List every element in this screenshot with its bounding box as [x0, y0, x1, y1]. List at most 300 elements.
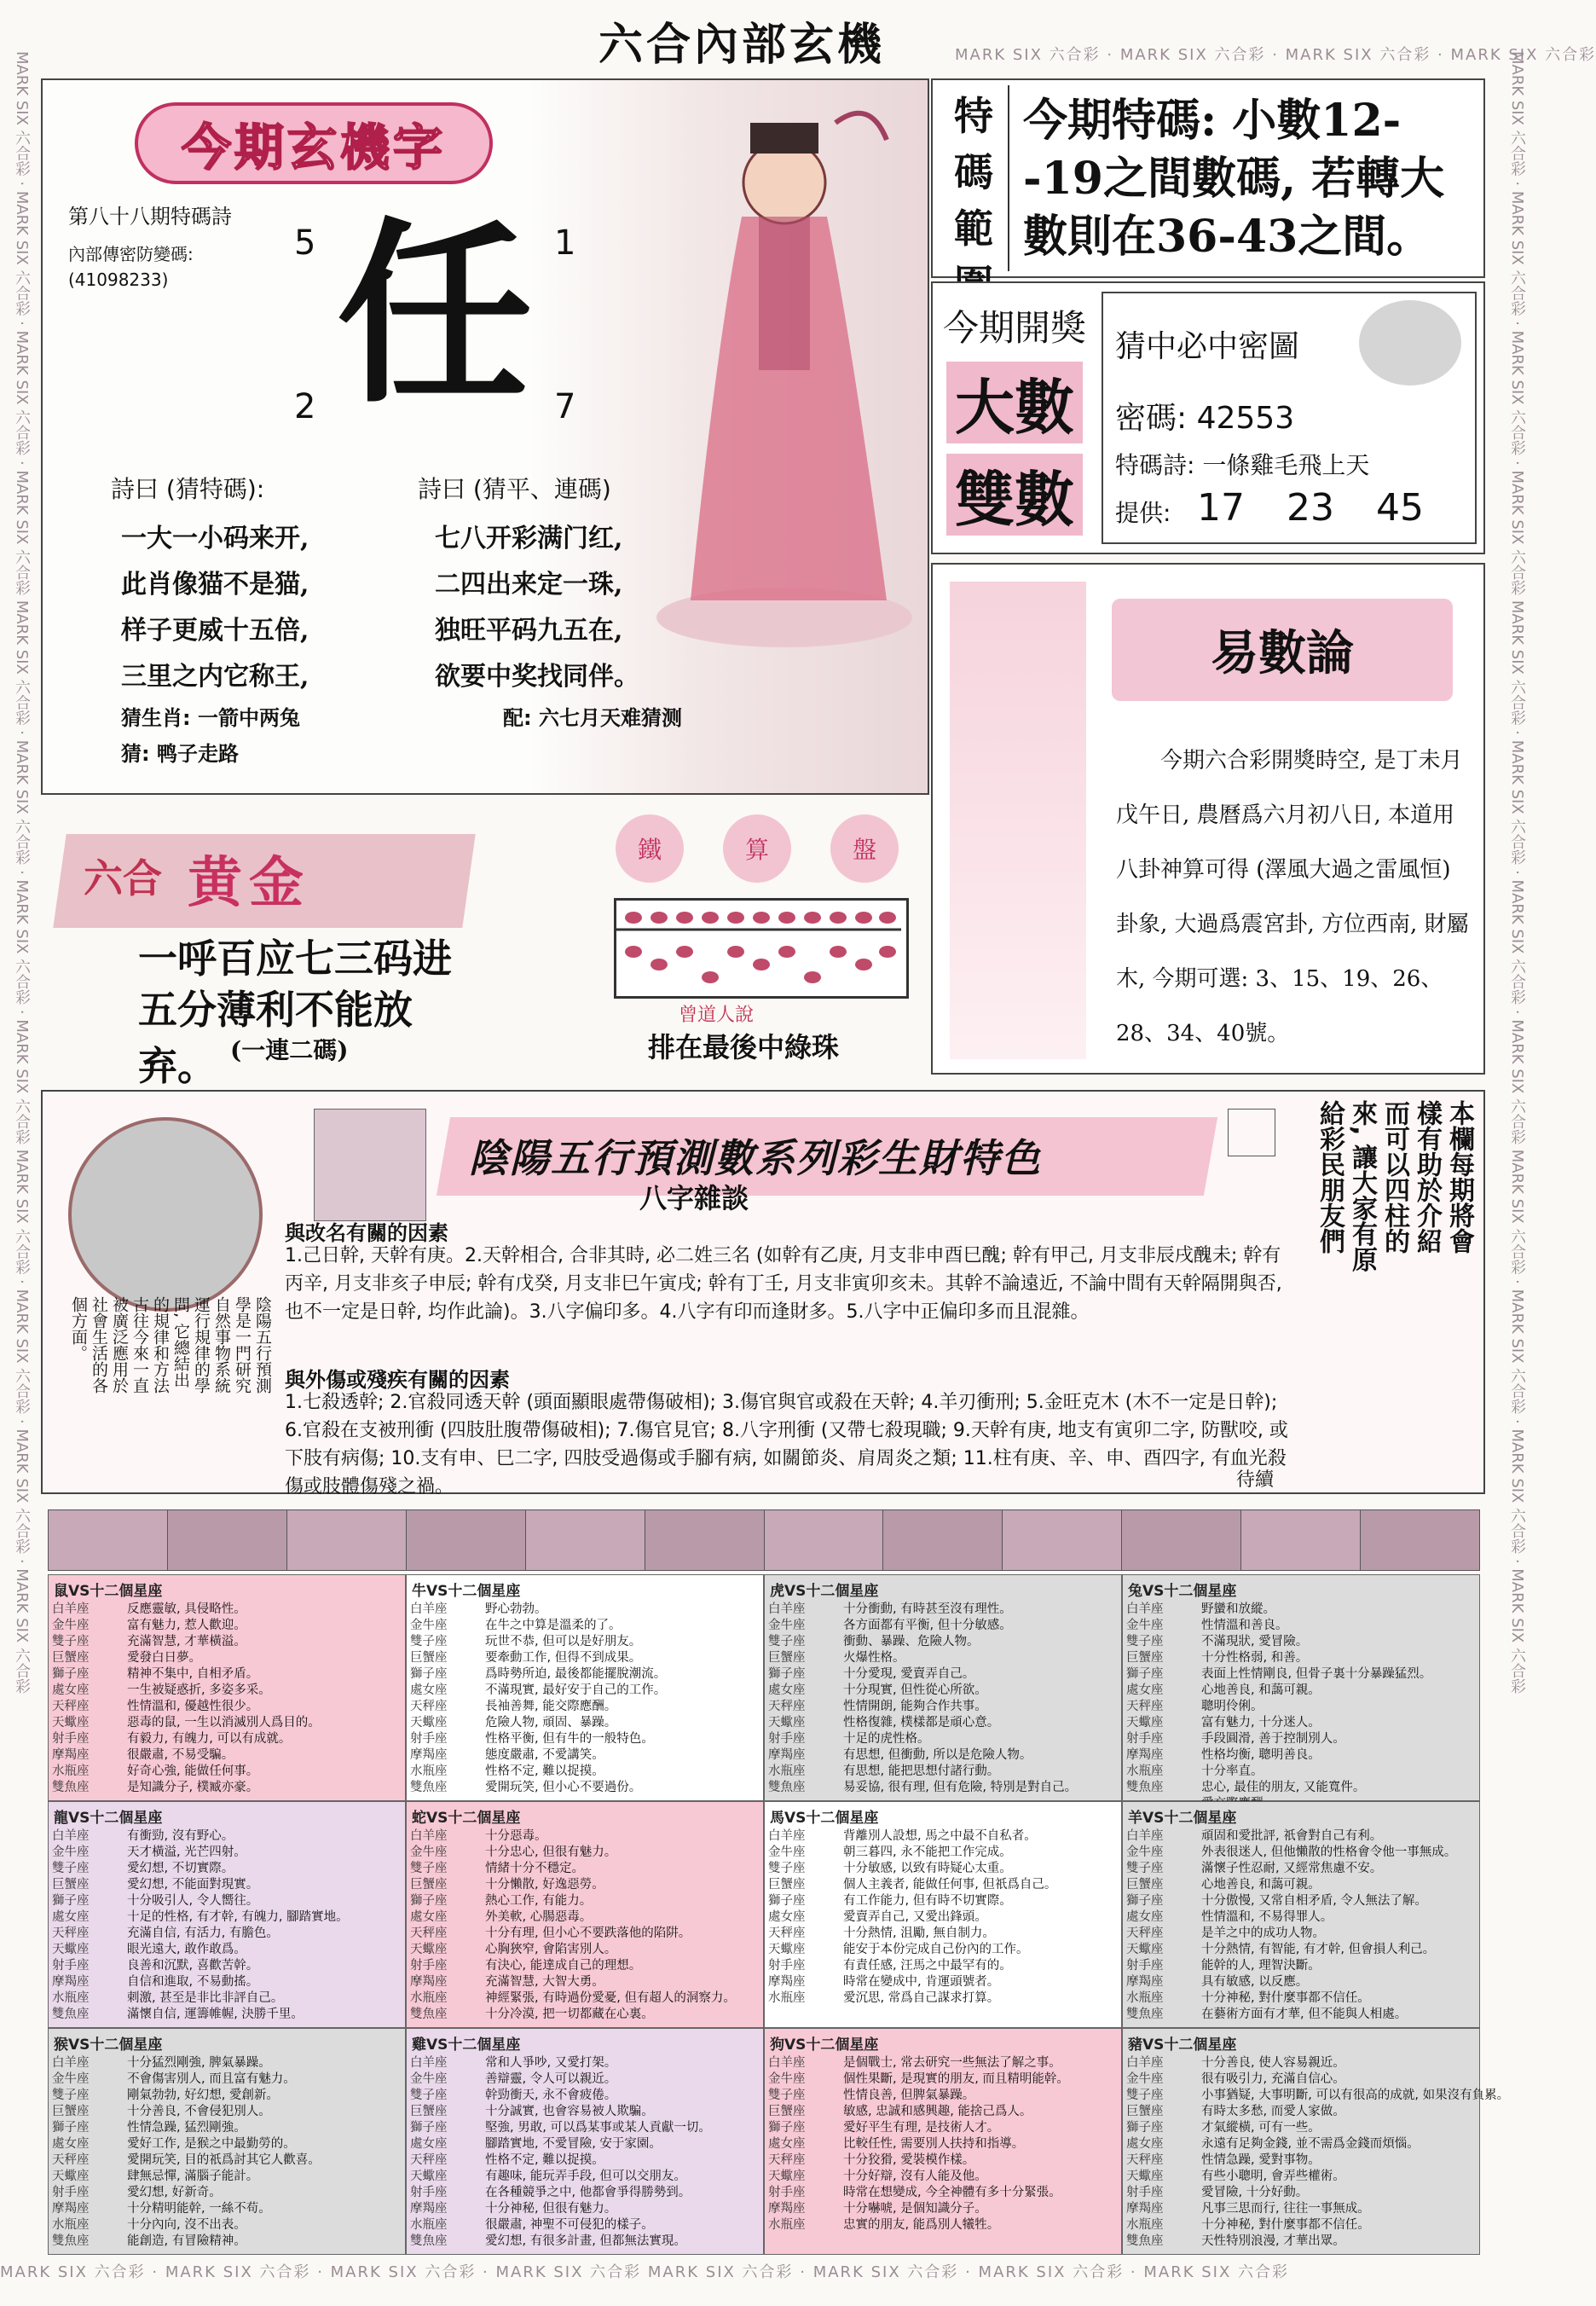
zodiac-sign-label: 處女座 [1126, 2137, 1164, 2151]
zodiac-cell [1122, 1801, 1480, 2028]
zodiac-line-text: 十分熱情, 有智能, 有才幹, 但會損人利己。 [1201, 1943, 1436, 1956]
zodiac-line-text: 愛幻想, 好新奇。 [127, 2186, 222, 2199]
zodiac-grid [48, 1574, 1510, 2257]
zodiac-sign-label: 雙魚座 [410, 1781, 448, 1794]
zodiac-sign-label: 天蠍座 [410, 2170, 448, 2183]
zodiac-line [1123, 1958, 1479, 1974]
zodiac-line [1123, 1974, 1479, 1990]
zodiac-line [49, 1909, 405, 1926]
zodiac-line-text: 頑固和愛批評, 祇會對自己有利。 [1201, 1829, 1383, 1843]
zodiac-cell-title: 雞VS十二個星座 [412, 2037, 521, 2054]
zodiac-line [1123, 1666, 1479, 1683]
zodiac-sign-label: 射手座 [1126, 2186, 1164, 2199]
zodiac-line [407, 1861, 763, 1877]
zodiac-line [1123, 1893, 1479, 1909]
zodiac-sign-label: 射手座 [52, 2186, 90, 2199]
zodiac-line [1123, 1634, 1479, 1650]
zodiac-line-text: 危險人物, 頑固、暴躁。 [485, 1716, 617, 1730]
golden-badge-a: 六合 [84, 855, 162, 901]
zodiac-line [1123, 1845, 1479, 1861]
zodiac-line [1123, 1731, 1479, 1747]
mystery-char-panel [41, 78, 929, 795]
bazi-left-col: 古往今來一直 [130, 1296, 149, 1393]
zodiac-sign-label: 水瓶座 [410, 1991, 448, 2005]
zodiac-sign-label: 金牛座 [1126, 2072, 1164, 2086]
special-range-text: 今期特碼: 小數12--19之間數碼, 若轉大數則在36-43之間。 [1023, 95, 1445, 263]
zodiac-sign-label: 雙子座 [1126, 1862, 1164, 1875]
zodiac-line [765, 1893, 1121, 1909]
zodiac-sign-label: 雙子座 [410, 2089, 448, 2102]
page-title: 六合內部玄機 [598, 19, 885, 71]
zodiac-line [765, 2104, 1121, 2120]
zodiac-line-text: 爲時勢所迫, 最後都能擺脫潮流。 [485, 1667, 667, 1681]
zodiac-sign-label: 射手座 [410, 1732, 448, 1746]
zodiac-line [49, 1764, 405, 1780]
zodiac-sign-label: 雙子座 [768, 2089, 806, 2102]
code-value: 42553 [1196, 401, 1295, 436]
zodiac-line [407, 1666, 763, 1683]
zodiac-cell [764, 1801, 1122, 2028]
zodiac-sign-label: 處女座 [410, 2137, 448, 2151]
zodiac-line [1123, 1861, 1479, 1877]
zodiac-sign-label: 射手座 [768, 1732, 806, 1746]
right-border-strip [1502, 51, 1528, 2251]
zodiac-sign-label: 雙魚座 [410, 2008, 448, 2021]
provided-number: 23 [1287, 486, 1334, 530]
zodiac-line-text: 十足的虎性格。 [843, 1732, 930, 1746]
zodiac-line-text: 愛幻想, 不能面對現實。 [127, 1878, 259, 1892]
mystery-big-character: 任 [337, 200, 534, 430]
zodiac-line-text: 長袖善舞, 能交際應酬。 [485, 1700, 617, 1713]
zodiac-line [765, 1683, 1121, 1699]
zodiac-line-text: 十分善良, 不會侵犯別人。 [127, 2105, 271, 2118]
zodiac-sign-label: 雙子座 [410, 1635, 448, 1648]
zodiac-sign-label: 雙子座 [52, 2089, 90, 2102]
zodiac-line-text: 天性特別浪漫, 才華出眾。 [1201, 2234, 1345, 2248]
left-border-strip [7, 51, 32, 2251]
zodiac-line-text: 態度嚴肅, 不愛講笑。 [485, 1748, 604, 1762]
zodiac-sign-label: 白羊座 [52, 2056, 90, 2070]
zodiac-line-text: 凡事三思而行, 往往一事無成。 [1201, 2202, 1370, 2216]
zodiac-line [1123, 1683, 1479, 1699]
zodiac-line-text: 性格平衡, 但有牛的一般特色。 [485, 1732, 654, 1746]
zodiac-sign-label: 天秤座 [1126, 2153, 1164, 2167]
zodiac-line-text: 很嚴肅, 神聖不可侵犯的樣子。 [485, 2218, 654, 2232]
zodiac-line-text: 性格不定, 難以捉摸。 [485, 2153, 604, 2167]
zodiac-sign-label: 雙魚座 [1126, 2008, 1164, 2021]
zodiac-line-text: 愛好工作, 是猴之中最勤勞的。 [127, 2137, 296, 2151]
zodiac-line [407, 1780, 763, 1796]
zodiac-line-text: 善辯靈, 令人可以親近。 [485, 2072, 617, 2086]
zodiac-line-text: 時常在變成中, 肯運頭號者。 [843, 1975, 1000, 1989]
bazi-left-col: 的規律和方法 [151, 1296, 170, 1393]
zodiac-line [407, 1942, 763, 1958]
zodiac-line [765, 2071, 1121, 2088]
zodiac-line [407, 1893, 763, 1909]
zodiac-line-text: 眼光遠大, 敢作敢爲。 [127, 1943, 246, 1956]
zodiac-line-text: 在藝術方面有才華, 但不能與人相處。 [1201, 2008, 1408, 2021]
zodiac-sign-label: 雙魚座 [52, 2234, 90, 2248]
deity-figure-image [639, 89, 921, 652]
golden-line3: (一連二碼) [230, 1036, 349, 1064]
poem-right-line: 欲要中奖找同伴。 [435, 662, 639, 692]
zodiac-line [49, 1974, 405, 1990]
zodiac-sign-label: 射手座 [1126, 1959, 1164, 1973]
zodiac-line-text: 外表很迷人, 但他懶散的性格會令他一事無成。 [1201, 1845, 1457, 1859]
secret-image-title: 猜中必中密圖 [1115, 329, 1300, 364]
secret-image-icon [1359, 300, 1461, 385]
zodiac-line-text: 良善和沉默, 喜歡苦幹。 [127, 1959, 259, 1973]
zodiac-sign-label: 摩羯座 [52, 2202, 90, 2216]
bottom-border-strip [0, 2260, 1535, 2286]
zodiac-line-text: 十分性格弱, 和善。 [1201, 1651, 1309, 1665]
abacus-panel [597, 806, 921, 1070]
zodiac-sign-label: 水瓶座 [52, 2218, 90, 2232]
zodiac-line [407, 1845, 763, 1861]
zodiac-line-text: 有毅力, 有魄力, 可以有成就。 [127, 1732, 292, 1746]
zodiac-line-text: 忠心, 最佳的朋友, 又能寬件。 [1201, 1781, 1366, 1794]
zodiac-line [1123, 1699, 1479, 1715]
zodiac-line [407, 1634, 763, 1650]
zodiac-sign-label: 白羊座 [1126, 1602, 1164, 1616]
zodiac-line-text: 反應靈敏, 具侵略性。 [127, 1602, 246, 1616]
zodiac-sign-label: 水瓶座 [52, 1764, 90, 1778]
zodiac-line-text: 愛好平生有理, 是技術人才。 [843, 2121, 1000, 2135]
zodiac-line-text: 永遠有足夠金錢, 並不需爲金錢而煩惱。 [1201, 2137, 1420, 2151]
zodiac-line [49, 2055, 405, 2071]
zodiac-line [49, 1715, 405, 1731]
zodiac-line-text: 有趣味, 能玩弄手段, 但可以交朋友。 [485, 2170, 686, 2183]
zodiac-sign-label: 白羊座 [410, 1602, 448, 1616]
zodiac-line [765, 1618, 1121, 1634]
zodiac-sign-label: 天秤座 [1126, 1926, 1164, 1940]
zodiac-sign-label: 獅子座 [768, 2121, 806, 2135]
zodiac-line-text: 在牛之中算是溫柔的了。 [485, 1619, 622, 1632]
zodiac-sign-label: 處女座 [410, 1683, 448, 1697]
zodiac-sign-label: 雙子座 [52, 1635, 90, 1648]
bazi-heading-2: 與外傷或殘疾有關的因素 [285, 1368, 510, 1392]
zodiac-line-text: 玩世不恭, 但可以是好朋友。 [485, 1635, 642, 1648]
zodiac-line [407, 2104, 763, 2120]
poem-left-line: 三里之内它称王, [121, 662, 309, 692]
poem-right-heading: 詩曰 (猜平、連碼) [418, 475, 611, 503]
zodiac-cell [406, 2028, 764, 2255]
zodiac-line [1123, 2217, 1479, 2234]
zodiac-line-text: 滿懷自信, 運籌帷幄, 決勝千里。 [127, 2008, 304, 2021]
zodiac-sign-label: 摩羯座 [768, 1748, 806, 1762]
abacus-title-char: 算 [744, 836, 769, 864]
zodiac-line-text: 十分敏感, 以致有時疑心太重。 [843, 1862, 1012, 1875]
zodiac-line [407, 1747, 763, 1764]
zodiac-cell-title: 馬VS十二個星座 [770, 1810, 879, 1827]
zodiac-line [1123, 1602, 1479, 1618]
zodiac-line [407, 1877, 763, 1893]
bazi-left-col: 社會生活的各 [90, 1296, 108, 1393]
zodiac-line [49, 1990, 405, 2007]
zodiac-line [49, 2234, 405, 2250]
bazi-left-columns [68, 1296, 273, 1484]
zodiac-sign-label: 白羊座 [410, 2056, 448, 2070]
zodiac-line [1123, 1764, 1479, 1780]
zodiac-line [1123, 2201, 1479, 2217]
border-strip-text: MARK SIX 六合彩 · MARK SIX 六合彩 · MARK SIX 六合彩 · MARK SIX 六合彩 [13, 1149, 31, 1694]
zodiac-line [765, 1990, 1121, 2007]
zodiac-line [49, 2071, 405, 2088]
zodiac-line-text: 幹勁衝天, 永不會疲倦。 [485, 2089, 617, 2102]
zodiac-line [1123, 1715, 1479, 1731]
zodiac-line [49, 2169, 405, 2185]
zodiac-line [1123, 1942, 1479, 1958]
zodiac-line-text: 愛沉思, 常爲自己謀求打算。 [843, 1991, 1000, 2005]
zodiac-line-text: 堅強, 男敢, 可以爲某事或某人貢獻一切。 [485, 2121, 711, 2135]
zodiac-cell-title: 羊VS十二個星座 [1128, 1810, 1237, 1827]
yishu-panel [931, 563, 1485, 1075]
zodiac-line [1123, 2169, 1479, 2185]
zodiac-line [49, 2217, 405, 2234]
number-top-left: 5 [294, 223, 316, 263]
side-label-char: 範 [954, 206, 993, 252]
pair-hint: 配: 六七月天难猜测 [503, 706, 682, 730]
zodiac-line-text: 性情溫和, 優越性很少。 [127, 1700, 259, 1713]
zodiac-line [49, 1828, 405, 1845]
zodiac-line [49, 2152, 405, 2169]
zodiac-line [49, 1958, 405, 1974]
side-label-char: 碼 [954, 149, 993, 195]
poem-left-line: 样子更威十五倍, [121, 616, 309, 646]
zodiac-line [1123, 1990, 1479, 2007]
zodiac-sign-label: 雙子座 [768, 1862, 806, 1875]
zodiac-line [1123, 2120, 1479, 2136]
zodiac-line [49, 2201, 405, 2217]
zodiac-sign-label: 獅子座 [410, 1894, 448, 1908]
zodiac-line-text: 性格復雜, 樸樣都是頑心意。 [843, 1716, 1000, 1730]
zodiac-line [765, 1699, 1121, 1715]
zodiac-line [765, 1634, 1121, 1650]
zodiac-line [407, 2169, 763, 2185]
zodiac-line [407, 2007, 763, 2023]
zodiac-line-text: 很有吸引力, 充滿自信心。 [1201, 2072, 1345, 2086]
yishu-title: 易數論 [1211, 625, 1354, 681]
zodiac-sign-label: 摩羯座 [768, 1975, 806, 1989]
zodiac-sign-label: 天蠍座 [768, 2170, 806, 2183]
zodiac-line-text: 是知識分子, 樸臧亦豪。 [127, 1781, 259, 1794]
bazi-heading-1: 與改名有關的因素 [285, 1221, 448, 1245]
bazi-subtitle: 八字雜談 [639, 1182, 749, 1214]
zodiac-sign-label: 雙魚座 [1126, 2234, 1164, 2248]
zodiac-sign-label: 巨蟹座 [768, 2105, 806, 2118]
zodiac-line-text: 十分內向, 沒不出表。 [127, 2218, 246, 2232]
zodiac-line-text: 熱心工作, 有能力。 [485, 1894, 593, 1908]
zodiac-line-text: 不滿現狀, 愛冒險。 [1201, 1635, 1309, 1648]
zodiac-sign-label: 水瓶座 [768, 1991, 806, 2005]
big-number-text: 大數 [955, 371, 1074, 443]
zodiac-sign-label: 天秤座 [52, 2153, 90, 2167]
zodiac-line-text: 有思想, 能把思想付諸行動。 [843, 1764, 1000, 1778]
zodiac-line-text: 十分神秘, 對什麼事都不信任。 [1201, 1991, 1370, 2005]
zodiac-sign-label: 金牛座 [410, 2072, 448, 2086]
zodiac-line [407, 2217, 763, 2234]
border-strip-text: MARK SIX 六合彩 · MARK SIX 六合彩 · MARK SIX 六合彩 · MARK SIX 六合彩 [1508, 51, 1526, 596]
zodiac-line-text: 常和人爭吵, 又愛打架。 [485, 2056, 617, 2070]
zodiac-line [765, 2169, 1121, 2185]
zodiac-line [49, 1845, 405, 1861]
zodiac-cell [1122, 2028, 1510, 2255]
zodiac-line-text: 才氣縱橫, 可有一些。 [1201, 2121, 1321, 2135]
zodiac-line [765, 1828, 1121, 1845]
zodiac-line-text: 天才橫溢, 光芒四射。 [127, 1845, 246, 1859]
zodiac-line-text: 十分衝動, 有時甚至沒有理性。 [843, 1602, 1012, 1616]
zodiac-sign-label: 金牛座 [1126, 1845, 1164, 1859]
even-number-badge [946, 454, 1083, 536]
bazi-right-col: 給彩民朋友們 [1315, 1100, 1344, 1254]
special-range-side-label [940, 85, 1009, 271]
zodiac-line-text: 富有魅力, 惹人歡迎。 [127, 1619, 246, 1632]
zodiac-line-text: 充滿智慧, 大智大勇。 [485, 1975, 604, 1989]
zodiac-line-text: 十分精明能幹, 一絲不苟。 [127, 2202, 271, 2216]
zodiac-line [407, 1764, 763, 1780]
zodiac-sign-label: 巨蟹座 [410, 2105, 448, 2118]
zodiac-line [49, 1877, 405, 1893]
poem-left-line: 此肖像猫不是猫, [121, 570, 309, 600]
zodiac-line [765, 2120, 1121, 2136]
zodiac-sign-label: 白羊座 [1126, 1829, 1164, 1843]
zodiac-line-text: 肆無忌憚, 滿腦子能計。 [127, 2170, 259, 2183]
zodiac-line-text: 心地善良, 和藹可親。 [1201, 1683, 1321, 1697]
zodiac-line [765, 1731, 1121, 1747]
zodiac-sign-label: 雙魚座 [1126, 1781, 1164, 1794]
border-strip-text: MARK SIX 六合彩 · MARK SIX 六合彩 · MARK SIX 六合彩 · MARK SIX 六合彩 [13, 51, 31, 596]
zodiac-cell-title: 龍VS十二個星座 [54, 1810, 163, 1827]
zodiac-line [765, 1845, 1121, 1861]
zodiac-line [407, 1715, 763, 1731]
zodiac-line [765, 1602, 1121, 1618]
zodiac-sign-label: 金牛座 [410, 1619, 448, 1632]
zodiac-line [49, 1893, 405, 1909]
special-code-range-panel [931, 78, 1485, 278]
border-strip-text: MARK SIX 六合彩 · MARK SIX 六合彩 · MARK SIX 六合彩 · MARK SIX 六合彩 [13, 600, 31, 1145]
zodiac-sign-label: 處女座 [410, 1910, 448, 1924]
zodiac-sign-label: 射手座 [52, 1959, 90, 1973]
zodiac-cell-title: 鼠VS十二個星座 [54, 1583, 163, 1600]
zodiac-cell-title: 豬VS十二個星座 [1128, 2037, 1237, 2054]
golden-line2: 五分薄利不能放弃。 [138, 987, 413, 1089]
zodiac-line-text: 一生被疑惑折, 多姿多采。 [127, 1683, 271, 1697]
zodiac-sign-label: 獅子座 [1126, 1894, 1164, 1908]
zodiac-line [49, 1650, 405, 1666]
zodiac-line-text: 十分忠心, 但很有魅力。 [485, 1845, 617, 1859]
zodiac-sign-label: 摩羯座 [52, 1975, 90, 1989]
zodiac-line [407, 1699, 763, 1715]
zodiac-cell [406, 1801, 764, 2028]
zodiac-line [407, 1650, 763, 1666]
border-strip-text: MARK SIX 六合彩 · MARK SIX 六合彩 · MARK SIX 六合彩 · MARK SIX 六合彩 [0, 2263, 642, 2281]
zodiac-line [765, 2136, 1121, 2152]
number-bottom-left: 2 [294, 387, 316, 426]
bazi-continued: 待續 [1236, 1469, 1275, 1491]
poem-right-line: 七八开彩满门红, [435, 524, 623, 553]
poem-value: 一條雞毛飛上天 [1202, 451, 1370, 479]
zodiac-line-text: 十分熱情, 沮勵, 無自制力。 [843, 1926, 995, 1940]
zodiac-sign-label: 白羊座 [52, 1829, 90, 1843]
zodiac-line [765, 2055, 1121, 2071]
bazi-left-col: 陰陽五行預測 [253, 1296, 272, 1393]
zodiac-line-text: 富有魅力, 十分迷人。 [1201, 1716, 1321, 1730]
bazi-left-col: 被廣泛應用於 [110, 1296, 129, 1393]
zodiac-line-text: 性情良善, 但脾氣暴躁。 [843, 2089, 975, 2102]
abacus-caption: 曾道人說 [679, 1005, 755, 1026]
zodiac-sign-label: 射手座 [1126, 1732, 1164, 1746]
coin-decoration [950, 582, 1086, 1059]
bazi-left-col: 運行規律的學 [192, 1296, 211, 1393]
zodiac-sign-label: 處女座 [52, 1910, 90, 1924]
guess-hint: 猜: 鸭子走路 [121, 742, 239, 766]
zodiac-cell-title: 蛇VS十二個星座 [412, 1810, 521, 1827]
zodiac-sign-label: 雙子座 [1126, 1635, 1164, 1648]
zodiac-sign-label: 白羊座 [1126, 2056, 1164, 2070]
zodiac-sign-label: 獅子座 [52, 2121, 90, 2135]
zodiac-line [1123, 1618, 1479, 1634]
poem-left-heading: 詩曰 (猜特碼): [111, 475, 265, 503]
zodiac-line-text: 十分惡毒。 [485, 1829, 547, 1843]
zodiac-sign-label: 巨蟹座 [1126, 1878, 1164, 1892]
zodiac-line-text: 腳踏實地, 不愛冒險, 安于家園。 [485, 2137, 662, 2151]
golden-badge-b: 黄金 [188, 851, 310, 915]
zodiac-sign-label: 水瓶座 [410, 1764, 448, 1778]
number-bottom-right: 7 [554, 387, 576, 426]
zodiac-sign-label: 巨蟹座 [768, 1651, 806, 1665]
bazi-paragraph-1: 1.己日幹, 天幹有庚。2.天幹相合, 合非其時, 必二姓三名 (如幹有乙庚, 月支非申酉巳醜; 幹有甲己, 月支非辰戌醜未; 幹有丙辛, 月支非亥子申辰; 幹有戊癸, 月支非巳午寅戌; 幹有丁壬, 月支非寅卯亥未。其幹不論遠近, 不論中間有天幹隔開與否, 也不一定是日幹, 均作此論)。3.八字偏印多。4.八字有印而逢財多。5.八字中正偏印多而且混雜。 [285, 1245, 1282, 1323]
zodiac-cell [1122, 1574, 1480, 1801]
zodiac-line-text: 不會傷害別人, 而且富有魅力。 [127, 2072, 296, 2086]
side-label-char: 特 [954, 93, 993, 139]
bazi-panel [41, 1090, 1485, 1498]
zodiac-sign-label: 摩羯座 [1126, 2202, 1164, 2216]
zodiac-line-text: 時常在想變成, 今全神體有多十分緊張。 [843, 2186, 1061, 2199]
zodiac-line [765, 2201, 1121, 2217]
zodiac-line [49, 1618, 405, 1634]
zodiac-line [49, 2136, 405, 2152]
zodiac-line [49, 1926, 405, 1942]
zodiac-line-text: 性情急躁, 愛對事物。 [1201, 2153, 1321, 2167]
zodiac-sign-label: 水瓶座 [410, 2218, 448, 2232]
poem-right-line: 独旺平码九五在, [435, 616, 623, 646]
zodiac-line-text: 外美軟, 心腸惡毒。 [485, 1910, 593, 1924]
zodiac-sign-label: 金牛座 [1126, 1619, 1164, 1632]
zodiac-line-text: 愛開玩笑, 目的祇爲討其它人歡喜。 [127, 2153, 321, 2167]
zodiac-line-text: 性格不定, 難以捉摸。 [485, 1764, 604, 1778]
zodiac-sign-label: 處女座 [1126, 1683, 1164, 1697]
zodiac-sign-label: 天秤座 [768, 1926, 806, 1940]
zodiac-cell-title: 兔VS十二個星座 [1128, 1583, 1237, 1600]
zodiac-sign-label: 摩羯座 [768, 2202, 806, 2216]
zodiac-line-text: 具有敏感, 以反應。 [1201, 1975, 1309, 1989]
zodiac-line [765, 1650, 1121, 1666]
zodiac-line-text: 惡毒的鼠, 一生以消滅別人爲目的。 [127, 1716, 321, 1730]
zodiac-line-text: 十分猛烈剛強, 脾氣暴躁。 [127, 2056, 271, 2070]
zodiac-line-text: 表面上性情剛良, 但骨子裏十分暴躁猛烈。 [1201, 1667, 1432, 1681]
zodiac-sign-label: 天蠍座 [768, 1943, 806, 1956]
zodiac-sign-label: 摩羯座 [52, 1748, 90, 1762]
zodiac-sign-label: 獅子座 [1126, 2121, 1164, 2135]
zodiac-line [765, 1666, 1121, 1683]
zodiac-line-text: 野蠻和放縱。 [1201, 1602, 1275, 1616]
secret-image-box [1102, 292, 1477, 544]
zodiac-line-text: 情緒十分不穩定。 [485, 1862, 584, 1875]
zodiac-line-text: 剛氣勃勃, 好幻想, 愛創新。 [127, 2089, 279, 2102]
golden-tip-panel [43, 834, 486, 1089]
zodiac-line-text: 滿懷子性忍耐, 又經常焦慮不安。 [1201, 1862, 1383, 1875]
zodiac-line [765, 1974, 1121, 1990]
